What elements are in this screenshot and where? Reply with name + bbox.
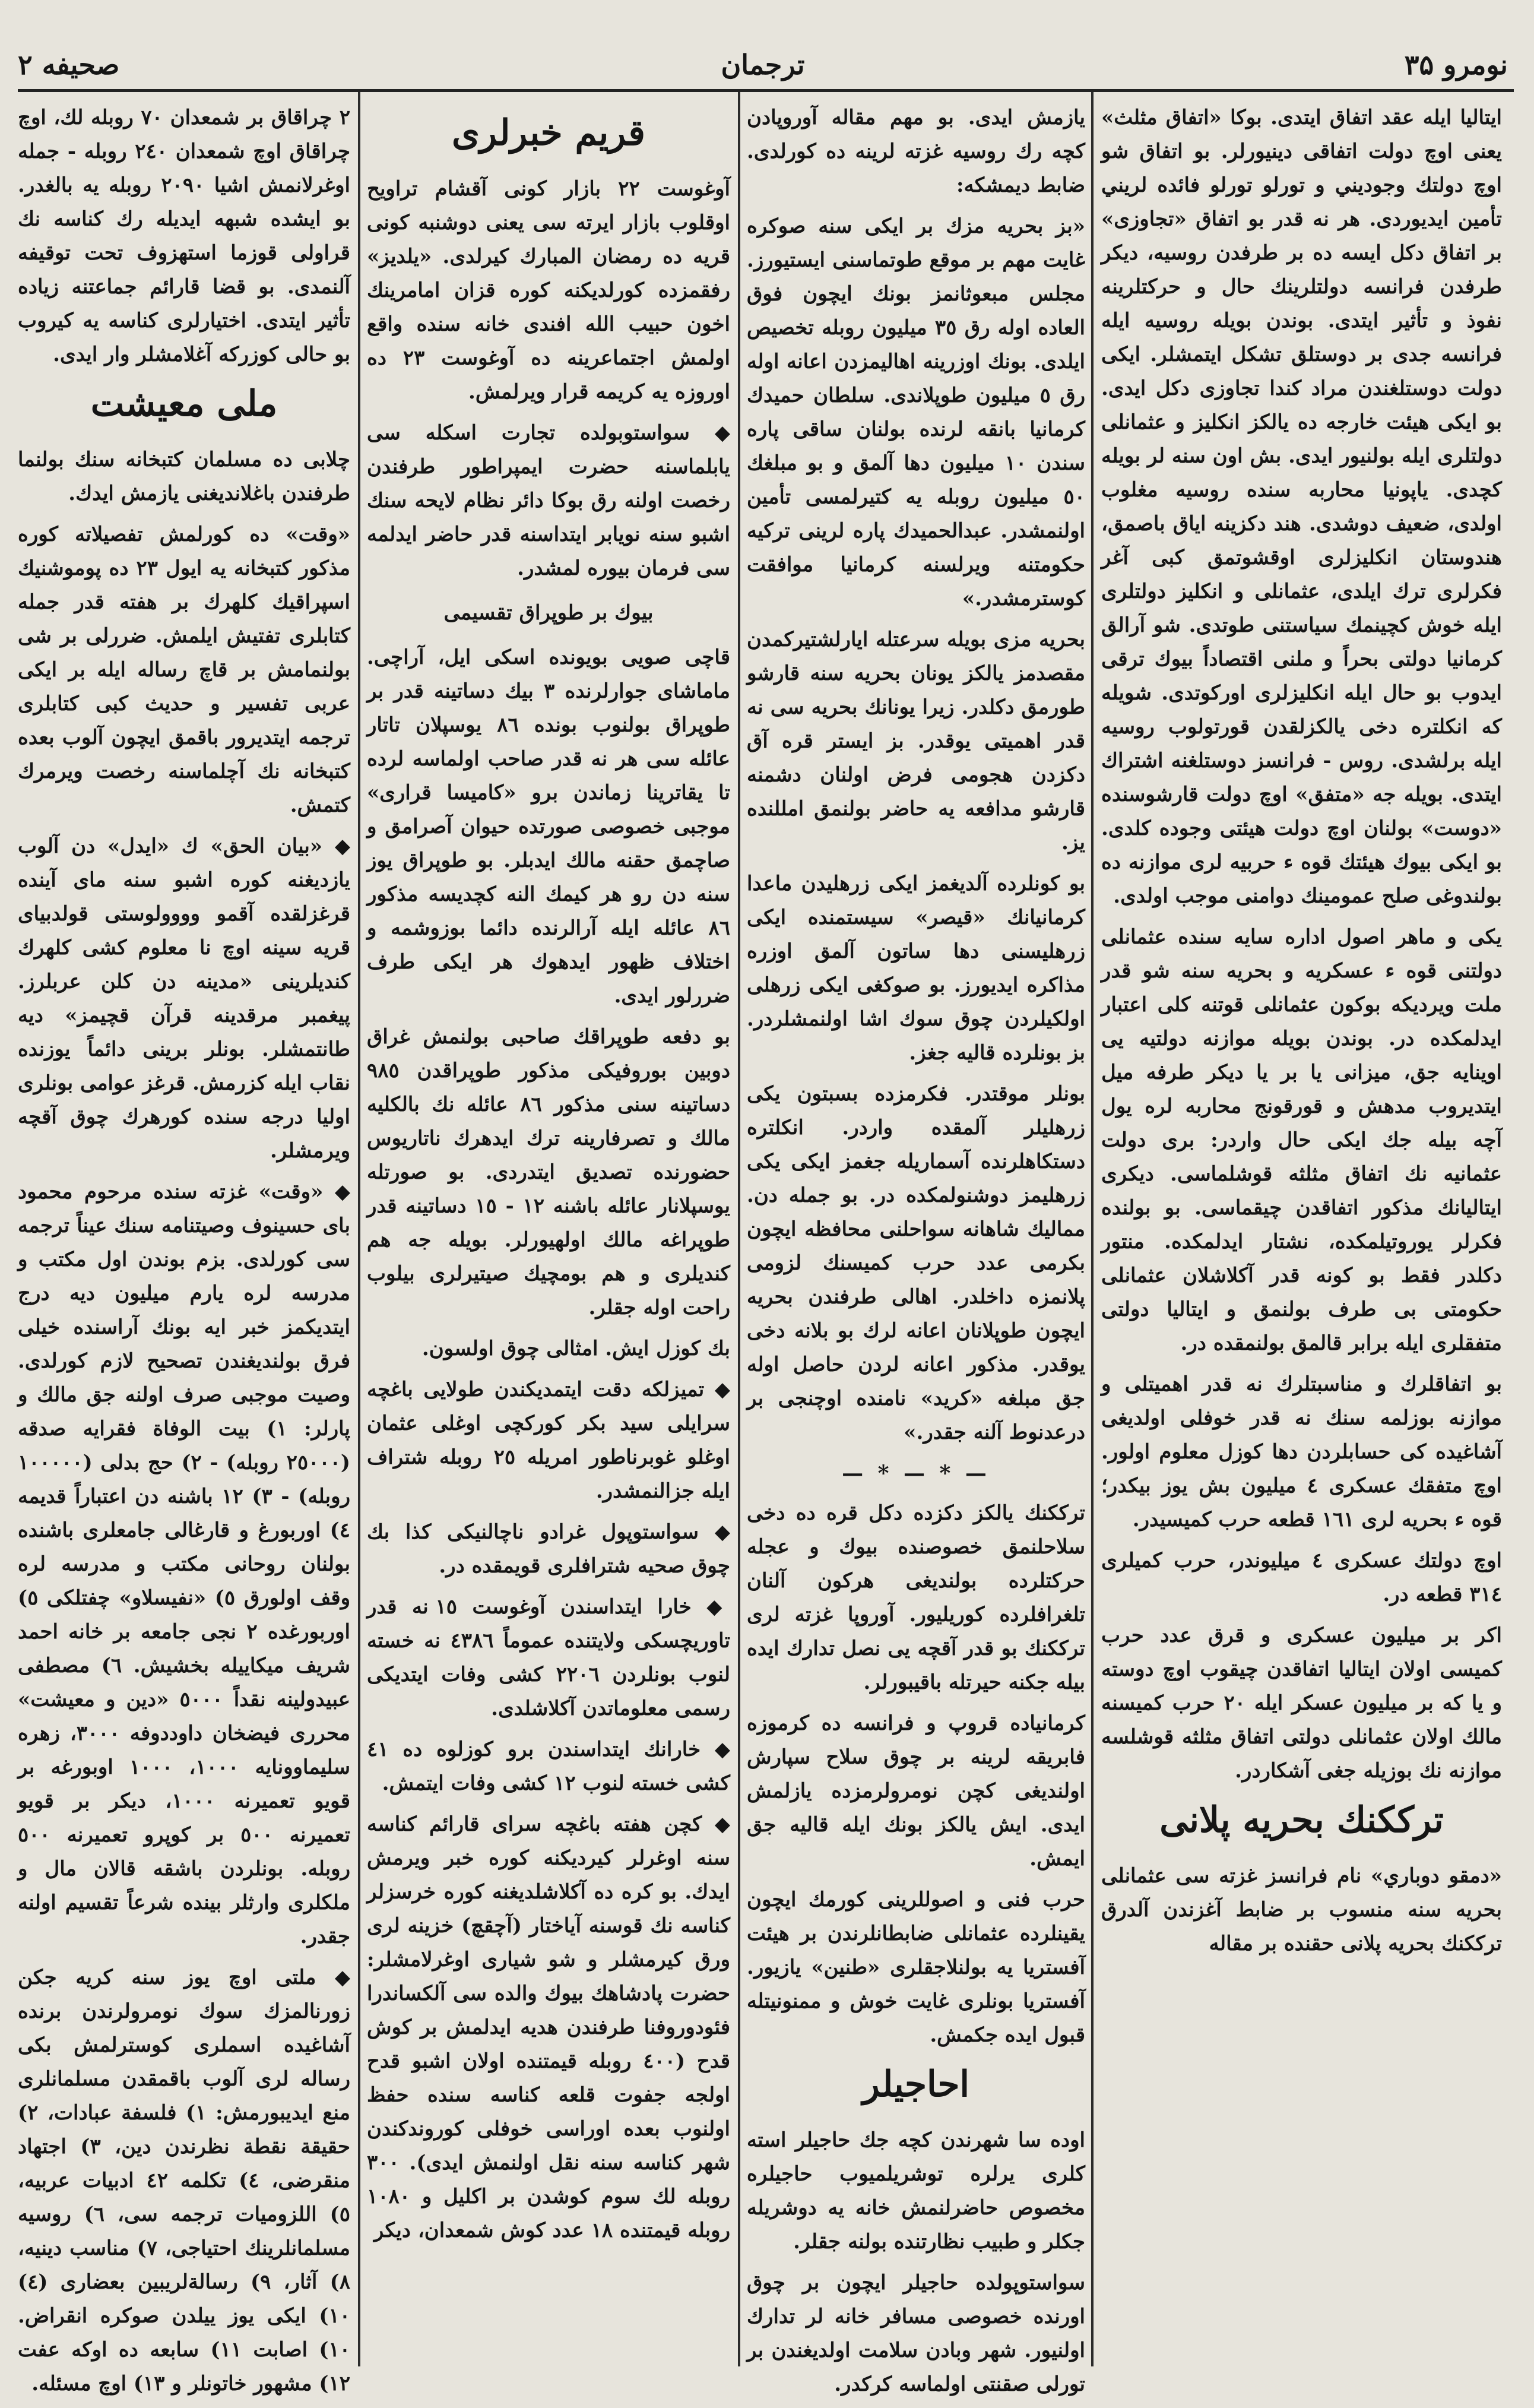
paragraph: ترككنك يالكز دكزده دكل قره ده دخى سلاحلنمق خصوصنده بيوك و عجله حركتلرده بولنديغى هركون آلنان تلغرافلرده كوريليور. آوروپا غزته لرى ترككنك بو قدر آقچه يى نصل تدارك ايده بيله جكنه حيرتله باقيبورلر.	[747, 1501, 1085, 1694]
paragraph: ◆ خارانك ايتداسندن برو كوزلوه ده ٤١ كشى خسته لنوب ١٢ كشى وفات ايتمش.	[367, 1738, 730, 1795]
section-heading: ملى معيشت	[90, 383, 278, 425]
column-divider	[1091, 92, 1094, 2366]
paragraph: كرمانياده قروپ و فرانسه ده كرموزه فابريقه لرينه بر چوق سلاح سپارش اولنديغى كچن نومرولرمزده يازلمش ايدى. ايش يالكز بونك ايله قاليه جق ايمش.	[747, 1711, 1085, 1871]
paragraph: اوده سا شهرندن كچه جك حاجيلر استه كلرى يرلره توشريلميوب حاجيلره مخصوص حاضرلنمش خانه يه دوشريله جكلر و طبيب نظارتنده بولنه جقلر.	[747, 2128, 1085, 2254]
paragraph: «بز بحريه مزك بر ايكى سنه صوكره غايت مهم بر موقع طوتماسنى ايستيورز. مجلس مبعوثانمز بونك ايچون فوق العاده اوله رق ٣٥ ميليون روبله تخصيص ايلدى. بونك اوزرينه اهاليمزدن اعانه اوله رق ٥ ميليون طوپلاندى. سلطان حميدك كرمانيا بانقه لرنده بولنان ساقى پاره سندن ١٠ ميليون دها آلمق و بو مبلغك ٥٠ ميليون روبله يه كتيرلمسى تأمين اولنمشدر. عبدالحميدك پاره لرينى تركيه حكومتنه ويرلسنه كرمانيا موافقت كوسترمشدر.»	[747, 214, 1085, 610]
section-heading: ترككنك بحريه پلانى	[1159, 1799, 1444, 1841]
section-heading: قريم خبرلرى	[452, 112, 645, 154]
paragraph: يازمش ايدى. بو مهم مقاله آوروپادن كچه رك روسيه غزته لرينه ده كورلدى. ضابط ديمشكه:	[747, 106, 1085, 197]
column-3	[367, 101, 730, 2358]
paragraph: بو دفعه طوپراقك صاحبى بولنمش غراق دوبين بوروفيكى مذكور طوپراقدن ٩٨٥ دساتينه سنى مذكور ٨٦ عائله نك بالكليه مالك و تصرفارينه ترك ايدهرك ناتاريوس حضورنده تصديق ايتدردى. بو صورتله يوسپلانار عائله باشنه ١٢ - ١٥ دساتينه قدر طوپراغه مالك اولهيورلر. بويله جه هم كنديلرى و هم بومچيك صيتيرلرى بيلوب راحت اوله جقلر.	[367, 1025, 730, 1320]
column-4	[18, 101, 351, 2396]
paragraph: قاچى صويى بويونده اسكى ايل، آراچى. ماماشاى جوارلرنده ٣ بيك دساتينه قدر بر طوپراق بولنوب بونده ٨٦ يوسپلان تاتار عائله سى هر نه قدر صاحب اولماسه لرده تا يقاترينا زماندن برو «كاميسا قرارى» موجبى خصوصى صورتده حيوان آصرامق و صاچمق حقنه مالك ايدبلر. بو طوپراق يوز سنه دن رو هر كيمك النه كچديسه مذكور ٨٦ عائله ايله آرالرنده دائما بوزوشمه و اختلاف ظهور ايدهوك هر ايكى طرف ضررلور ايدى.	[367, 645, 730, 1008]
subheading: بيوك بر طوپراق تقسيمى	[443, 601, 654, 625]
paragraph: ◆ ملتى اوچ يوز سنه كريه جكن زورنالمزك سوك نومرولرندن برنده آشاغيده اسملرى كوسترلمش بكى رساله لرى آلوب باقمقدن مسلمانلرى منع ايديبورمش: ١) فلسفة عبادات، ٢) حقيقة نقطة نظرندن دين، ٣) اجتهاد منقرضى، ٤) تكلمه ٤٢ ادبيات عربيه، ٥) اللزوميات ترجمه سى، ٦) روسيه مسلمانلرينك احتياجى، ٧) مناسب دينيه، ٨) آثار، ٩) رسالةلريبين بعضارى (٤) ١٠) ايكى يوز ييلدن صوكره انقراض. ١٠) اصابت ١١) سابعه ده اوكه عفت ١٢) مشهور خاتونلر و ١٣) اوچ مسئله.	[18, 1966, 351, 2396]
paragraph: ◆ خارا ايتداسندن آوغوست ١٥ نه قدر تاوريچسكى ولايتنده عموماً ٤٣٨٦ نه خسته لنوب بونلردن ٢٢٠٦ كشى وفات ايتديكى رسمى معلوماتدن آكلاشلدى.	[367, 1595, 731, 1720]
column-1	[1101, 101, 1502, 2358]
section-heading: احاجيلر	[862, 2064, 970, 2105]
paragraph: اوچ دولتك عسكرى ٤ ميليوندر، حرب كميلرى ٣١٤ قطعه در.	[1101, 1549, 1502, 1606]
paragraph: حرب فنى و اصوللرينى كورمك ايچون يقينلرده عثمانلى ضابطانلرندن بر هيئت آفستريا يه بولنلاجقلرى «طنين» يازيور. آفستريا بونلرى غايت خوش و ممنونيتله قبول ايده جكمش.	[747, 1888, 1085, 2047]
paragraph: ◆ كچن هفته باغچه سراى قارائم كناسه سنه اوغرلر كيرديكنه كوره خبر ويرمش ايدك. بو كره ده آكلاشلديغنه كوره خرسزلر كناسه نك قوسنه آياختار (آچقچ) خزينه لرى ورق كيرمشلر و شو شيارى اوغرلامشلر: حضرت پادشاهك بيوك والده سى آلكساندرا فئودوروفنا طرفندن هديه ايدلمش بر كوش قدح (٤٠٠ روبله قيمتنده اولان اشبو قدح اولجه جفوت قلعه كناسه سنده حفظ اولنوب بعده اوراسى خوفلى كوروندكندن شهر كناسه سنه نقل اولنمش ايدى). ٣٠٠ روبله لك سوم كوشدن بر اكليل و ١٠٨٠ روبله قيمتنده ١٨ عدد كوش شمعدان، ديكر	[367, 1812, 730, 2242]
issue-number: نومرو ۳۵	[1404, 49, 1508, 81]
paragraph: ٢ چراقاق بر شمعدان ٧٠ روبله لك، اوچ چراقاق اوچ شمعدان ٢٤٠ روبله - جمله اوغرلانمش اشيا ٢٠٩٠ روبله يه بالغدر. بو ايشده شبهه ايديله رك كناسه نك قراولى قوزما استهزوف تحت توقيفه آلنمدى. بو قضا قارائم جماعتنه زياده تأثير ايتدى. اختيارلرى كناسه يه كيروب بو حالى كوزركه آغلامشلر وار ايدى.	[18, 106, 350, 366]
paragraph: آوغوست ٢٢ بازار كونى آقشام تراويح اوقلوب بازار ايرته سى يعنى دوشنبه كونى قريه ده رمضان المبارك كيرلدى. «يلديز» رفقمزده كورلديكنه كوره قزان امامرينك اخون حبيب الله افندى خانه سنده واقع اولمش اجتماعرينه ده آوغوست ٢٣ ده اوروزه يه كريمه قرار ويرلمش.	[367, 177, 731, 404]
paragraph: ◆ «بيان الحق» ك «ايدل» دن آلوب يازديغنه كوره اشبو سنه ماى آينده قرغزلقده آقمو وووولوستى قولدبياى قريه سينه اوچ نا معلوم كشى كلهرك كنديلرينى «مدينه دن كلن عربلرز. پيغمبر مرقدينه قرآن قچيمز» ديه طانتمشلر. بونلر برينى دائماً يوزنده نقاب ايله كزرمش. قرغز عوامى بونلرى اوليا درجه سنده كورهرك چوق آقچه ويرمشلر.	[18, 834, 350, 1163]
paragraph: چلابى ده مسلمان كتبخانه سنك بولنما طرفندن باغلانديغنى يازمش ايدك.	[18, 448, 350, 505]
paragraph: بونلر موقتدر. فكرمزده بسبتون يكى زرهليلر آلمقده واردر. انكلتره دستكاهلرنده آسماريله جغمز ايكى يكى زرهليمز دوشنولمكده در. بو جمله دن. مماليك شاهانه سواحلنى محافظه ايچون بكرمى عدد حرب كميسنك لزومى پلانمزه داخلدر. اهالى طرفندن بحريه ايچون طوپلانان اعانه لرك بو بلانه دخى يوقدر. مذكور اعانه لردن حاصل اوله جق مبلغه «كريد» نامنده اوچنجى بر درعدنوط آلنه جقدر.»	[747, 1082, 1085, 1444]
page-number: صحيفه ۲	[18, 49, 120, 81]
newspaper-title: ترجمان	[721, 49, 805, 81]
paragraph: ◆ سواستوپول غرادو ناچالنيكى كذا بك چوق صحيه شترافلرى قويمقده در.	[367, 1520, 730, 1578]
paragraph: سواستوپولده حاجيلر ايچون بر چوق اورنده خصوصى مسافر خانه لر تدارك اولنيور. شهر وبادن سلامت اولديغندن بر تورلى صقنتى اولماسه كركدر.	[747, 2271, 1085, 2396]
column-2	[747, 101, 1085, 2396]
paragraph: بك كوزل ايش. امثالى چوق اولسون.	[421, 1337, 730, 1360]
paragraph: ◆ سواستوبولده تجارت اسكله سى يابلماسنه حضرت ايمپراطور طرفندن رخصت اولنه رق بوكا دائر نظام لايحه سنك اشبو سنه نويابر ايتداسنه قدر حاضر ايدلمه سى فرمان بيوره لمشدر.	[367, 421, 730, 580]
paragraph: «دمقو دوباري» نام فرانسز غزته سى عثمانلى بحريه سنه منسوب بر ضابط آغزندن آلدرق ترككنك بحريه پلانى حقنده بر مقاله	[1101, 1864, 1502, 1955]
separator: — * — * —	[842, 1461, 990, 1486]
paragraph: ◆ تميزلكه دقت ايتمديكندن طولايى باغچه سرايلى سيد بكر كوركچى اوغلى عثمان اوغلو غوبرناطور امريله ٢٥ روبله شتراف ايله جزالنمشدر.	[367, 1378, 730, 1503]
paragraph: اكر بر ميليون عسكرى و قرق عدد حرب كميسى اولان ايتاليا اتفاقدن چيقوب اوچ دوسته و يا كه بر ميليون عسكر ايله ٢٠ حرب كميسنه مالك اولان عثمانلى دولتى اتفاق مثلثه قوشلسه موازنه نك بوزيله جغى آشكاردر.	[1101, 1624, 1502, 1783]
paragraph: بحريه مزى بويله سرعتله ايارلشتيركمدن مقصدمز يالكز يونان بحريه سنه قارشو طورمق دكلدر. زيرا يونانك بحريه سى نه قدر اهميتى يوقدر. بز ايستر قره آق دكزدن هجومى فرض اولنان دشمنه قارشو مدافعه يه حاضر بولنمق امللنده يز.	[747, 628, 1085, 855]
column-divider	[358, 92, 360, 2366]
page-header	[18, 42, 1508, 88]
header-rule	[18, 89, 1514, 92]
paragraph: يكى و ماهر اصول اداره سايه سنده عثمانلى دولتنى قوه ء عسكريه و بحريه سنه شو قدر ملت ويرديكه بوكون عثمانلى قوتنه كلى اعتبار ايدلمكده در. بوندن بويله موازنه دولتيه يى اوينايه جق، ميزانى يا بر يا ديكر طرفه ميل ايتديروب مدهش و قورقونج محاربه لره يول آچه بيله جك ايكى حال واردر: برى دولت عثمانيه نك اتفاق مثلثه قوشلماسى. ديكرى ايتاليانك مذكور اتفاقدن چيقماسى. بو بولنده فكرلر يوروتيلمكده، نشتار ايدلمكده. منتور دكلدر فقط بو كونه قدر آكلاشلان عثمانلى حكومتى بى طرف بولنمق و ايتاليا دولتى متفقلرى ايله برابر قالمق بولنمقده در.	[1101, 925, 1502, 1355]
paragraph: بو كونلرده آلديغمز ايكى زرهليدن ماعدا كرمانيانك «قيصر» سيستمنده ايكى زرهليسنى دها ساتون آلمق اوزره مذاكره ايديورز. بو صوكغى ايكى زرهلى اولكيلردن چوق سوك اشا اولنمشلردر. بز بونلرده قاليه جغز.	[747, 872, 1085, 1065]
paragraph: ايتاليا ايله عقد اتفاق ايتدى. بوكا «اتفاق مثلث» يعنى اوچ دولت اتفاقى دينيورلر. بو اتفاق شو اوچ دولتك وجوديني و تورلو تورلو فائده لريني تأمين ايديوردى. هر نه قدر بو اتفاق «تجاوزى» بر اتفاق دكل ايسه ده بر طرفدن روسيه، ديكر طرفدن فرانسه دولتلرينك حال و حركتلرينه نفوذ و تأثير ايتدى. بوندن بويله روسيه ايله فرانسه جدى بر دوستلق تشكل ايتمشلر. ايكى دولت دوستلغندن مراد كندا تجاوزى دكل ايدى. بو ايكى هيئت خارجه ده يالكز انكليز و عثمانلى دولتلرى ايله بولنيور ايدى. بش اون سنه لر بويله كچدى. ياپونيا محاربه سنده روسيه مغلوب اولدى، ضعيف دوشدى. هند دكزينه اياق باصمق، هندوستان انكليزلرى اوقشوتمق كبى آغر فكرلرى ترك ايلدى، عثمانلى و انكليز دولتلرى ايله خوش كچينمك سياستنى طوتدى. شو آرالق كرمانيا دولتى بحراً و ملنى اقتصاداً بيوك ترقى ايدوب بو حال ايله انكليزلرى اوركوتدى. شويله كه انكلتره دخى يالكزلقدن قورتولوب روسيه ايله برلشدى. روس - فرانسز دوستلغنه اشتراك ايتدى. بويله جه «متفق» اوچ دولت قارشوسنده «دوست» بولنان اوچ دولت هيئتى وجوده كلدى. بو ايكى بيوك هيئتك قوه ء حربيه لرى موازنه ده بولندوغى صلح عمومينك دوامنى موجب اولدى.	[1101, 106, 1502, 908]
paragraph: بو اتفاقلرك و مناسبتلرك نه قدر اهميتلى و موازنه بوزلمه سنك نه قدر خوفلى اولديغى آشاغيده كى حسابلردن دها كوزل معلوم اولور. اوچ متفقك عسكرى ٤ ميليون بش يوز بيكدر؛ قوه ء بحريه لرى ١٦١ قطعه حرب كميسيدر.	[1101, 1372, 1502, 1531]
paragraph: ◆ «وقت» غزته سنده مرحوم محمود باى حسينوف وصيتنامه سنك عيناً ترجمه سى كورلدى. بزم بوندن اول مكتب و مدرسه لره يارم ميليون ديه درج ايتديكمز خبر ايه بونك آراسنده خيلى فرق بولنديغندن تصحيح لازم كورلدى. وصيت موجبى صرف اولنه جق مالك و پارلر: ١) بيت الوفاة فقرايه صدقه (٢٥٠٠٠ روبله) - ٢) حج بدلى (١٠٠٠٠٠ روبله) - ٣) ١٢ باشنه دن اعتباراً قديمه ٤) اوربورغ و قارغالى جامعلرى باشنده بولنان روحانى مكتب و مدرسه لره وقف اولورق ٥) «نفيسلاو» چفتلكى ٥) اوربورغده ٢ نجى جامعه بر خانه احمد شريف ميكاييله بخشيش. ٦) مصطفى عبيدولينه نقداً ٥٠٠٠ «دين و معيشت» محررى فيضخان داوددوفه ٣٠٠٠، زهره سليماوونايه ١٠٠٠، ١٠٠٠ اوبورغه بر قويو تعميرنه ١٠٠٠، ديكر بر قويو تعميرنه ٥٠٠ بر كوپرو تعميرنه ٥٠٠ روبله. بونلردن باشقه قالان مال و ملكلرى وارثلر بينده شرعاً تقسيم اولنه جقدر.	[18, 1180, 351, 1948]
column-divider	[738, 92, 740, 2366]
paragraph: «وقت» ده كورلمش تفصيلاته كوره مذكور كتبخانه يه ايول ٢٣ ده پوموشنيك اسپراقيك كلهرك بر هفته قدر جمله كتابلرى تفتيش ايلمش. ضررلى بر شى بولنمامش بر قاچ رساله ايله بر ايكى عربى تفسير و حديث كبى كتابلرى ترجمه ايتديرور باقمق ايچون آلوب بعده كتبخانه نك آچلماسنه رخصت ويرمرك كتمش.	[18, 523, 350, 817]
